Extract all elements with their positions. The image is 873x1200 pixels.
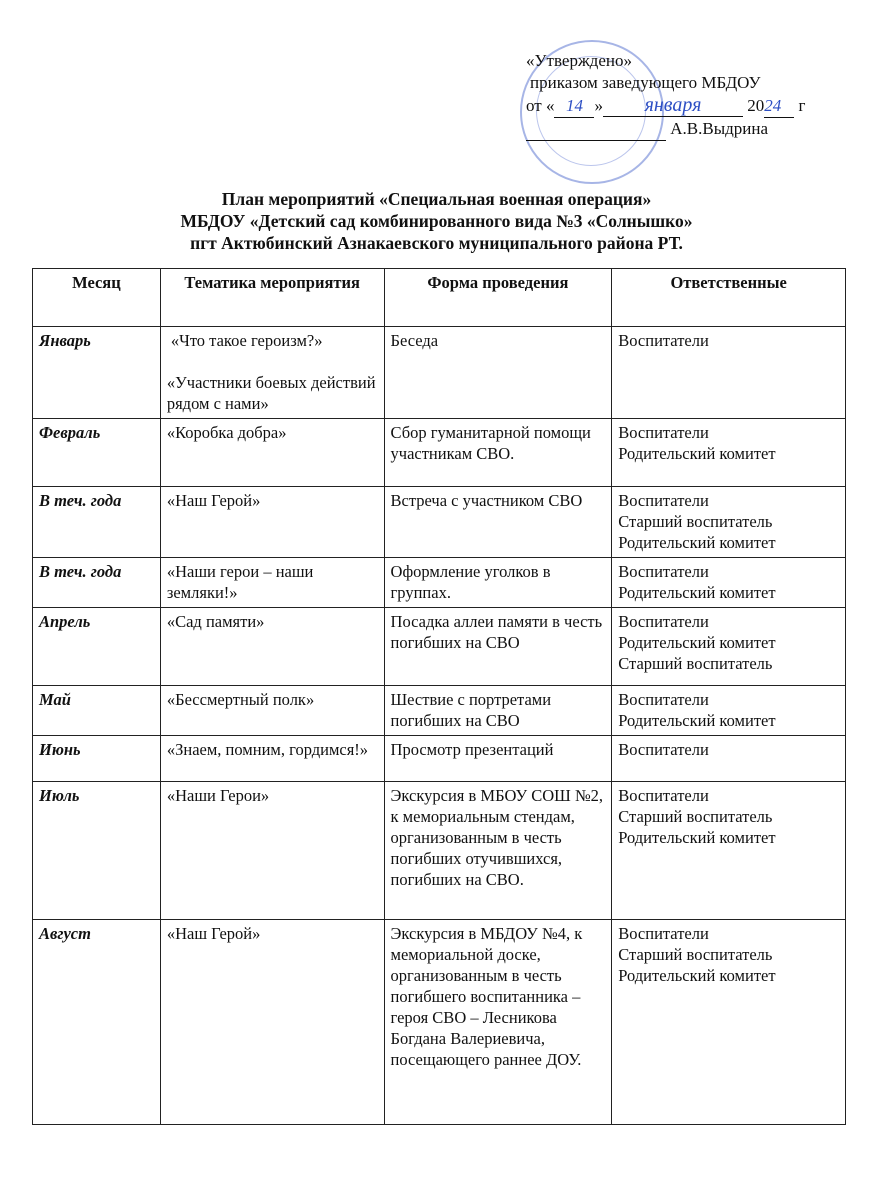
document-title <box>0 188 873 254</box>
cell-form: Экскурсия в МБОУ СОШ №2, к мемориальным стендам, организованным в честь погибших отучившихся, погибших на СВО. <box>384 782 612 920</box>
cell-topic <box>160 487 384 558</box>
responsible-text: Воспитатели <box>618 491 709 510</box>
cell-month: Июнь <box>33 736 161 782</box>
approval-signer: А.В.Выдрина <box>526 118 805 141</box>
cell-topic <box>160 608 384 686</box>
approval-day: 14 <box>554 95 594 118</box>
topic-text: «Наш Герой» <box>166 924 261 943</box>
title-line-2: МБДОУ «Детский сад комбинированного вида №3 «Солнышко» <box>180 211 693 231</box>
responsible-text: Родительский комитет <box>618 583 776 602</box>
responsible-text: Воспитатели <box>618 562 709 581</box>
responsible-text: Воспитатели <box>618 331 709 350</box>
responsible-text: Воспитатели <box>618 612 709 631</box>
table-row <box>33 327 846 419</box>
cell-responsible <box>612 736 846 782</box>
responsible-text: Родительский комитет <box>618 444 776 463</box>
cell-form: Сбор гуманитарной помощи участникам СВО. <box>384 419 612 487</box>
responsible-text: Воспитатели <box>618 786 709 805</box>
cell-form: Просмотр презентаций <box>384 736 612 782</box>
responsible-text: Родительский комитет <box>618 828 776 847</box>
cell-topic <box>160 419 384 487</box>
cell-topic <box>160 686 384 736</box>
cell-form: Посадка аллеи памяти в честь погибших на СВО <box>384 608 612 686</box>
topic-text: «Коробка добра» <box>166 423 287 442</box>
responsible-text: Родительский комитет <box>618 966 776 985</box>
topic-text: «Участники боевых действий рядом с нами» <box>166 373 376 413</box>
table-row <box>33 419 846 487</box>
approval-block <box>526 50 805 141</box>
responsible-text: Старший воспитатель <box>618 654 773 673</box>
responsible-text: Старший воспитатель <box>618 512 773 531</box>
header-month: Месяц <box>33 269 161 327</box>
table-header-row <box>33 269 846 327</box>
topic-text: «Наши Герои» <box>166 786 270 805</box>
cell-topic <box>160 736 384 782</box>
responsible-text: Воспитатели <box>618 690 709 709</box>
cell-responsible <box>612 782 846 920</box>
approval-year: 24 <box>764 95 794 118</box>
approval-date: от « 14 » января 2024 г <box>526 94 806 116</box>
cell-responsible <box>612 686 846 736</box>
cell-month: Август <box>33 920 161 1125</box>
table-row <box>33 920 846 1125</box>
cell-responsible <box>612 608 846 686</box>
table-row <box>33 736 846 782</box>
title-line-3: пгт Актюбинский Азнакаевского муниципального района РТ. <box>190 233 683 253</box>
approval-month: января <box>603 94 743 117</box>
responsible-text: Родительский комитет <box>618 711 776 730</box>
cell-responsible <box>612 920 846 1125</box>
cell-month: Май <box>33 686 161 736</box>
responsible-text: Воспитатели <box>618 423 709 442</box>
cell-responsible <box>612 419 846 487</box>
header-topic: Тематика мероприятия <box>160 269 384 327</box>
topic-text: «Наши герои – наши земляки!» <box>166 562 314 602</box>
cell-topic <box>160 558 384 608</box>
cell-month: Апрель <box>33 608 161 686</box>
table-row <box>33 608 846 686</box>
topic-text: «Что такое героизм?» <box>170 331 323 350</box>
cell-topic <box>160 920 384 1125</box>
responsible-text: Воспитатели <box>618 740 709 759</box>
table-row <box>33 782 846 920</box>
cell-form: Экскурсия в МБДОУ №4, к мемориальной доске, организованным в честь погибшего воспитанника – героя СВО – Лесникова Богдана Валериевича, посещающего раннее ДОУ. <box>384 920 612 1125</box>
cell-form: Беседа <box>384 327 612 419</box>
header-form: Форма проведения <box>384 269 612 327</box>
cell-month: Январь <box>33 327 161 419</box>
table-row <box>33 686 846 736</box>
responsible-text: Старший воспитатель <box>618 945 773 964</box>
cell-month: В теч. года <box>33 558 161 608</box>
approval-order: приказом заведующего МБДОУ <box>530 73 761 92</box>
cell-month: В теч. года <box>33 487 161 558</box>
cell-responsible <box>612 487 846 558</box>
cell-month: Февраль <box>33 419 161 487</box>
responsible-text: Родительский комитет <box>618 633 776 652</box>
events-table <box>32 268 846 1125</box>
cell-month: Июль <box>33 782 161 920</box>
topic-text: «Наш Герой» <box>166 491 261 510</box>
cell-responsible <box>612 558 846 608</box>
responsible-text: Родительский комитет <box>618 533 776 552</box>
cell-form: Оформление уголков в группах. <box>384 558 612 608</box>
topic-text: «Бессмертный полк» <box>166 690 315 709</box>
approval-heading: «Утверждено» <box>526 51 632 70</box>
title-line-1: План мероприятий «Специальная военная операция» <box>221 189 652 209</box>
cell-topic <box>160 327 384 419</box>
cell-form: Встреча с участником СВО <box>384 487 612 558</box>
topic-text: «Сад памяти» <box>166 612 265 631</box>
table-row <box>33 558 846 608</box>
responsible-text: Старший воспитатель <box>618 807 773 826</box>
cell-responsible <box>612 327 846 419</box>
topic-text: «Знаем, помним, гордимся!» <box>166 740 369 759</box>
responsible-text: Воспитатели <box>618 924 709 943</box>
cell-form: Шествие с портретами погибших на СВО <box>384 686 612 736</box>
header-responsible: Ответственные <box>612 269 846 327</box>
table-row <box>33 487 846 558</box>
signature-line <box>526 118 666 141</box>
cell-topic <box>160 782 384 920</box>
